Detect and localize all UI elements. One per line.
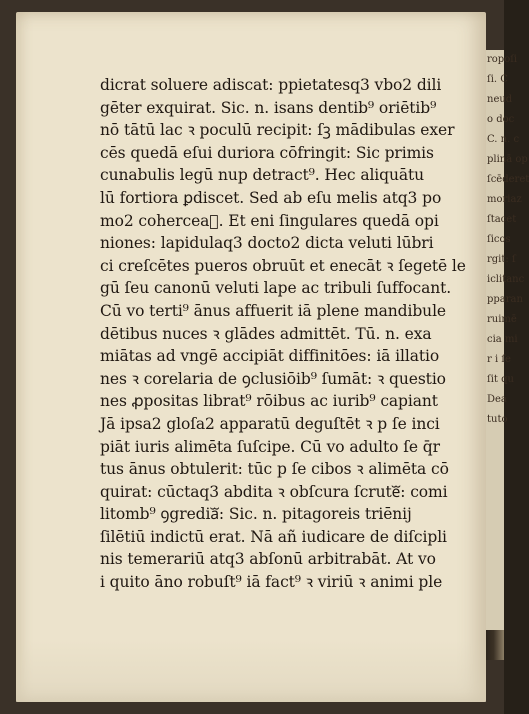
text-line: lū fortiora ꝑdiscet. Sed ab eſu melis atq3 po — [100, 188, 442, 207]
facing-fragment: plinā op — [487, 154, 528, 165]
text-line: nō tātū lac ꝛ poculū recipit: ſꝫ mādibulas exer — [100, 121, 455, 140]
facing-fragment: ropoſi — [487, 54, 518, 65]
text-line: nes ꝓpositas librat⁹ rōibus ac iurib⁹ capiant — [100, 392, 438, 411]
facing-fragment: ſi. C — [487, 74, 508, 85]
text-line: Cū vo terti⁹ ānus affuerit iā plene mandibule — [100, 301, 446, 320]
facing-fragment: r i ſe — [487, 354, 511, 365]
text-line: dētibus nuces ꝛ glādes admittēt. Tū. n. exa — [100, 324, 432, 343]
facing-fragment: C. n. c — [487, 134, 520, 145]
facing-page-edge — [484, 50, 529, 630]
text-line: gū ſeu canonū veluti lape ac tribuli ſuffocant. — [100, 279, 452, 298]
text-line: gēter exquirat. Sic. n. isans dentib⁹ oriētib⁹ — [100, 98, 437, 117]
text-line: nis temerariū atq3 abſonū arbitrabāt. At vo — [100, 550, 436, 569]
facing-fragment: Dea — [487, 394, 507, 405]
text-line: quirat: cūctaq3 abdita ꝛ obſcura ſcruteᷓ: comi — [100, 482, 448, 501]
facing-fragment: neud — [487, 94, 513, 105]
text-line: miātas ad vngē accipiāt diffinitōes: iā illatio — [100, 347, 440, 366]
text-line: i quito āno robuſt⁹ iā fact⁹ ꝛ viriū ꝛ animi ple — [100, 573, 443, 592]
text-line: mo2 cohercea᷑. Et eni ſingulares quedā opi — [100, 211, 439, 230]
facing-fragment: ſtacet — [487, 214, 517, 225]
facing-fragment: ruimē — [487, 314, 517, 325]
facing-fragment: moriaz — [487, 194, 522, 205]
page-text — [100, 74, 466, 594]
text-line: dicrat soluere adiscat: ppietatesq3 vbo2 dili — [100, 76, 442, 94]
facing-fragment: rgit: ſ — [487, 254, 516, 265]
text-line: nes ꝛ corelaria de ꝯclusiōib⁹ ſumāt: ꝛ questio — [100, 369, 446, 388]
text-line: litomb⁹ ꝯgrediaᷓ: Sic. n. pitagoreis triēnij — [100, 505, 412, 524]
facing-fragment: ſcēderet — [487, 174, 529, 185]
text-line: niones: lapidulaq3 docto2 dicta veluti lūbri — [100, 234, 434, 253]
facing-fragment: tuto — [487, 414, 508, 425]
facing-fragment: o doc — [487, 114, 515, 125]
text-line: tus ānus obtulerit: tūc p ſe cibos ꝛ alimēta cō — [100, 460, 449, 479]
facing-fragment: ſicos — [487, 234, 511, 245]
text-line: ſilētiū indictū erat. Nā añ iudicare de diſcipli — [100, 527, 447, 546]
text-line: cēs quedā eſui duriora cōfringit: Sic primis — [100, 143, 434, 162]
facing-fragment: iclitanc — [487, 274, 525, 285]
text-line: piāt iuris alimēta ſuſcipe. Cū vo adulto ſe q̄r — [100, 437, 440, 456]
facing-fragment: pparan — [487, 294, 523, 305]
page-shading — [16, 640, 486, 702]
text-line: cunabulis legū nup detract⁹. Hec aliquātu — [100, 166, 425, 185]
text-line: Jā ipsa2 gloſa2 apparatū deguſtēt ꝛ p ſe inci — [100, 414, 440, 433]
facing-fragment: ſit qu — [487, 374, 514, 385]
text-line: ci creſcētes pueros obruūt et enecāt ꝛ ſegetē le — [100, 256, 466, 275]
facing-fragment: cia mi — [487, 334, 518, 345]
